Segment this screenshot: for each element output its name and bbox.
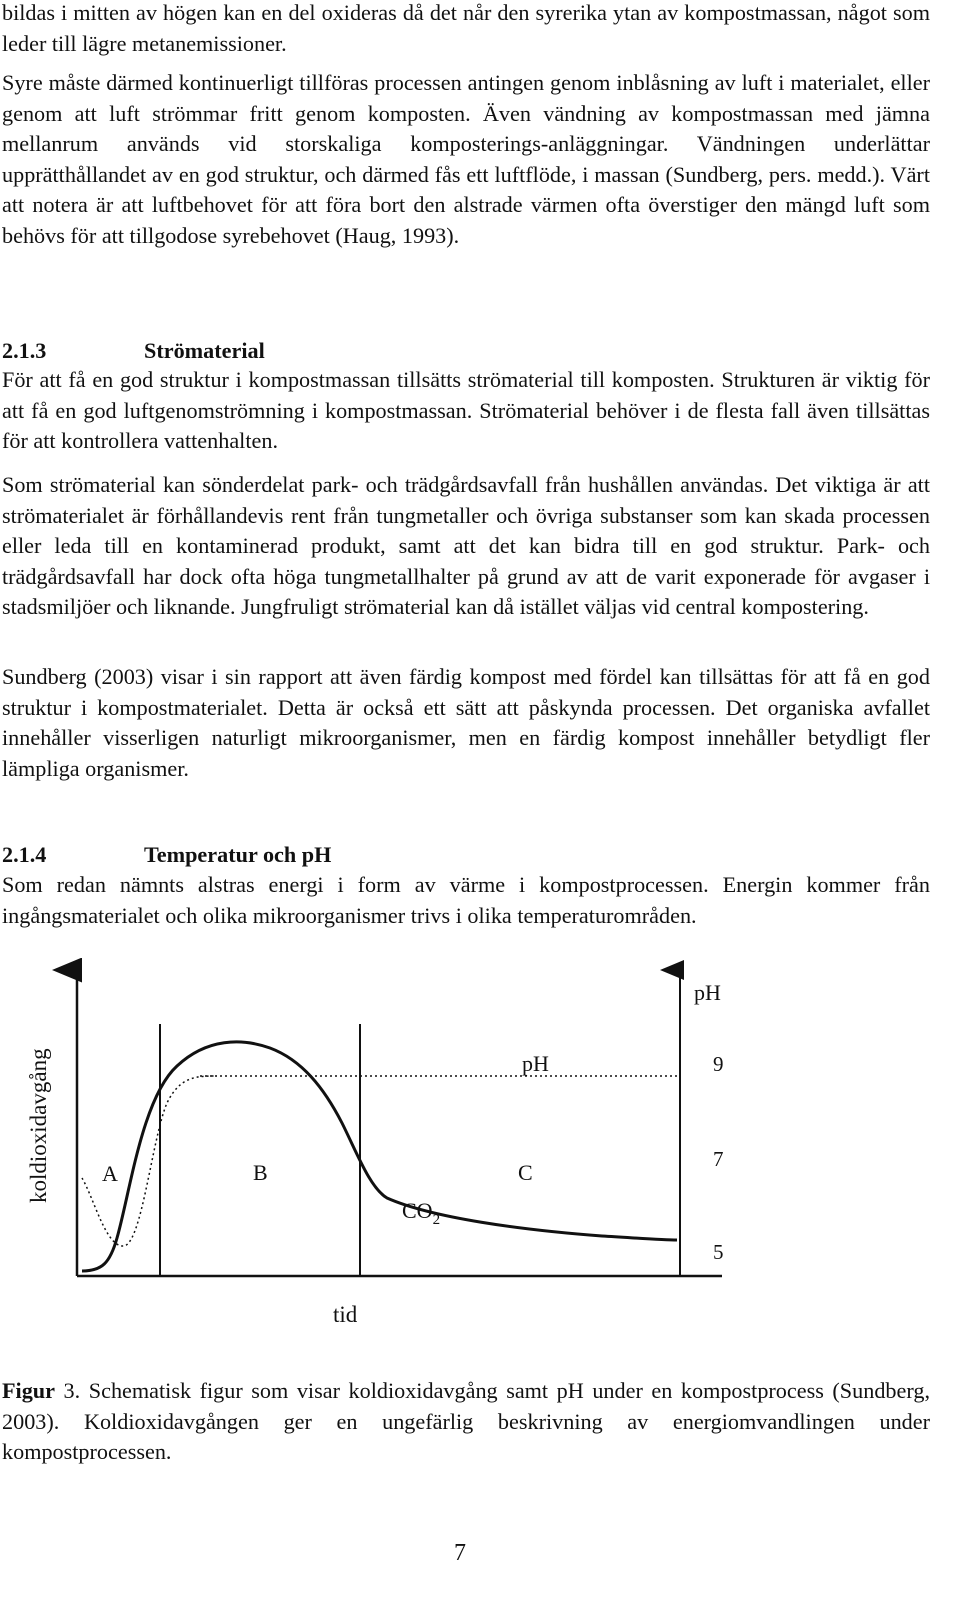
ph-series-label: pH [522,1051,549,1076]
phase-label-b: B [253,1160,268,1185]
caption-label: Figur [2,1378,55,1403]
co2-curve [82,1042,677,1271]
phase-label-a: A [102,1161,118,1186]
ph-tick-5: 5 [713,1240,724,1264]
section-title: Strömaterial [144,338,265,363]
caption-text: . Schematisk figur som visar koldioxidavgång samt pH under en kompostprocess (Sundberg, 2003). Koldioxidavgången ger en ungefärlig beskrivning av energiomvandlingen under kompostprocessen. [2,1378,931,1465]
co2-series-label: $CO_2$ [402,1198,441,1228]
section-heading-2-1-3 [2,336,265,366]
paragraph-3: För att få en god struktur i kompostmassan tillsätts strömaterial till komposten. Strukturen är viktig för att få en god luftgenomströmning i kompostmassan. Strömaterial behöver i de flesta fall även tillsättas för att kontrollera vattenhalten. [2,367,930,454]
x-axis-label: tid [333,1302,358,1327]
caption-number: 3 [55,1378,75,1403]
paragraph-2: Syre måste därmed kontinuerligt tillföras processen antingen genom inblåsning av luft i materialet, eller genom att luft strömmar fritt genom komposten. Även vändning av kompostmassan med jämna mellanrum används vid storskaliga komposterings-anläggningar. Vändningen underlättar upprätthållandet av en god struktur, och därmed fås ett luftflöde, i massan (Sundberg, pers. medd.). Värt att notera är att luftbehovet för att föra bort den alstrade värmen ofta överstiger den mängd luft som behövs för att tillgodose syrebehovet (Haug, 1993). [2,70,930,248]
paragraph-6: Som redan nämnts alstras energi i form av värme i kompostprocessen. Energin kommer från ingångsmaterialet och olika mikroorganismer trivs i olika temperaturområden. [2,872,930,928]
ph-tick-9: 9 [713,1052,724,1076]
figure-3 [2,958,932,1348]
paragraph-5: Sundberg (2003) visar i sin rapport att även färdig kompost med fördel kan tillsättas för att få en god struktur i kompostmaterialet. Detta är också ett sätt att påskynda processen. Det organiska avfallet innehåller visserligen naturligt mikroorganismer, men en färdig kompost innehåller betydligt fler lämpliga organismer. [2,664,930,781]
section-number: 2.1.4 [2,842,47,867]
section-number: 2.1.3 [2,338,47,363]
section-title: Temperatur och pH [144,842,332,867]
figure-caption [2,1376,930,1468]
paragraph-1: bildas i mitten av högen kan en del oxideras då det når den syrerika ytan av kompostmassan, något som leder till lägre metanemissioner. [2,0,930,56]
y-axis-label: koldioxidavgång [26,1048,51,1203]
ph-tick-7: 7 [713,1147,724,1171]
right-axis-label: pH [694,980,721,1005]
co2-ph-chart [2,958,932,1348]
paragraph-4: Som strömaterial kan sönderdelat park- och trädgårdsavfall från hushållen användas. Det viktiga är att strömaterialet är förhållandevis rent från tungmetaller och övriga substanser som kan skada processen eller leda till en kontaminerad produkt, samt att det kan bidra till en god struktur. Park- och trädgårdsavfall har dock ofta höga tungmetallhalter på grund av att de varit exponerade för avgaser i stadsmiljöer och liknande. Jungfruligt strömaterial kan då istället väljas vid central kompostering. [2,472,930,620]
page-number: 7 [454,1540,466,1566]
section-heading-2-1-4 [2,840,331,870]
phase-label-c: C [518,1160,533,1185]
